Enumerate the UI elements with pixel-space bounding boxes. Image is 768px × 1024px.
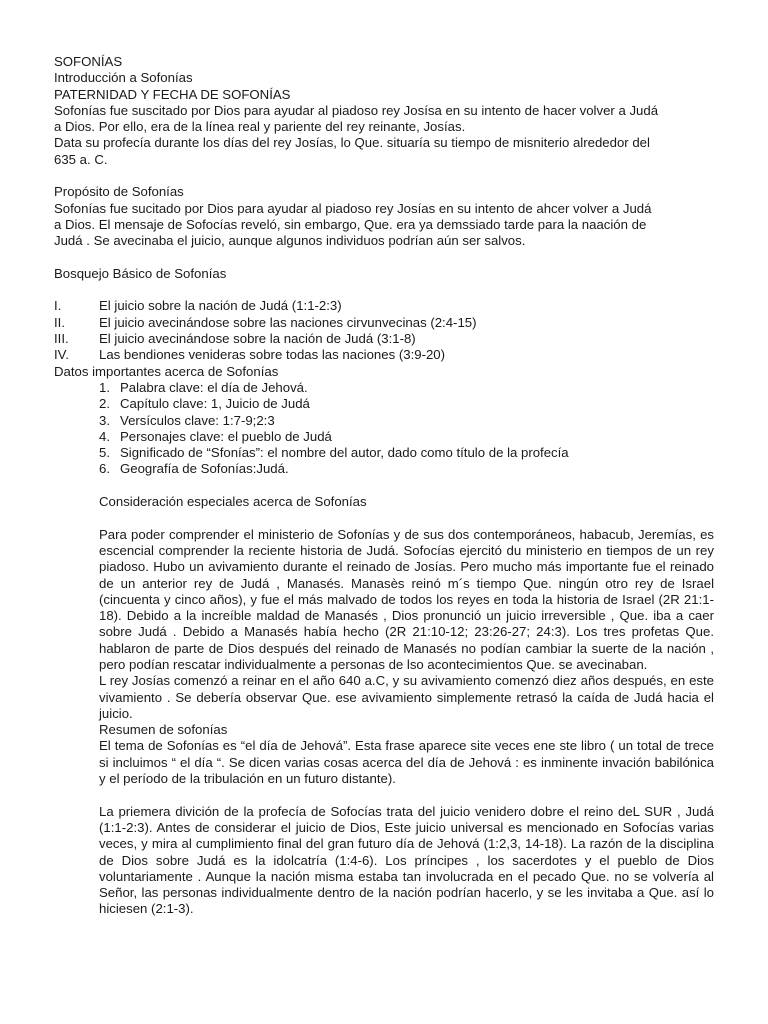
list-text: Capítulo clave: 1, Juicio de Judá [120, 396, 310, 412]
list-text: Palabra clave: el día de Jehová. [120, 379, 308, 395]
list-item [99, 396, 714, 412]
list-number: 6. [99, 461, 110, 477]
body-paragraph: El tema de Sofonías es “el día de Jehová”. Esta frase aparece site veces ene ste libro ( un total de trece si incluimos “ el día “. Se dicen varias cosas acerca del día de Jehová : es inminente invación babilónica y el período de la tribulación en un futuro distante). [99, 738, 714, 787]
paternidad-heading: PATERNIDAD Y FECHA DE SOFONÍAS [54, 86, 291, 102]
datos-list [54, 380, 714, 478]
bosquejo-heading: Bosquejo Básico de Sofonías [54, 265, 227, 281]
list-item [99, 429, 714, 445]
list-text: Geografía de Sofonías:Judá. [120, 461, 289, 477]
doc-title: SOFONÍAS [54, 54, 123, 69]
list-number: 1. [99, 379, 110, 395]
outline-number: III. [54, 331, 69, 347]
paragraph-line: Judá . Se avecinaba el juicio, aunque algunos individuos podrían aún ser salvos. [54, 233, 526, 249]
list-number: 3. [99, 412, 110, 428]
outline-item [54, 331, 714, 347]
paragraph-line: Data su profecía durante los días del rey Josías, lo Que. situaría su tiempo de misniterio alrededor del [54, 135, 650, 151]
list-number: 5. [99, 445, 110, 461]
paragraph-line: Sofonías fue sucitado por Dios para ayudar al piadoso rey Josías en su intento de ahcer volver a Judá [54, 200, 652, 216]
list-text: Versículos clave: 1:7-9;2:3 [120, 412, 275, 428]
outline-item [54, 298, 714, 314]
consideracion-heading: Consideración especiales acerca de Sofonías [99, 494, 367, 510]
list-item [99, 461, 714, 477]
resumen-heading: Resumen de sofonías [99, 722, 228, 738]
outline-text: El juicio avecinándose sobre las naciones cirvunvecinas (2:4-15) [99, 314, 477, 330]
intro-heading: Introducción a Sofonías [54, 70, 193, 86]
paragraph-line: 635 a. C. [54, 151, 108, 167]
list-number: 2. [99, 396, 110, 412]
outline-number: IV. [54, 347, 69, 363]
list-item [99, 413, 714, 429]
list-number: 4. [99, 428, 110, 444]
paragraph-line: a Dios. El mensaje de Sofocías reveló, sin embargo, Que. era ya demssiado tarde para la naación de [54, 216, 647, 232]
body-paragraph: La priemera divición de la profecía de Sofocías trata del juicio venidero dobre el reino deL SUR , Judá (1:1-2:3). Antes de considerar el juicio de Dios, Este juicio universal es mencionado en Sofocías varias veces, y mira al cumplimiento final del gran futuro día de Jehová (1:2,3, 14-18). La razón de la disciplina de Dios sobre Judá es la idolcatría (1:4-6). Los príncipes , los sacerdotes y el pueblo de Dios voluntariamente . Aunque la nación misma estaba tan involucrada en el pecado Que. no se volvería al Señor, las personas individualmente dentro de la nación podrían hacerlo, y se les invitaba a Que. así lo hiciesen (2:1-3). [99, 803, 714, 917]
body-paragraph: L rey Josías comenzó a reinar en el año 640 a.C, y su avivamiento comenzó diez años después, en este vivamiento . Se debería observar Que. ese avivamiento simplemente retrasó la caída de Judá hacia el juicio. [99, 673, 714, 721]
list-item [99, 445, 714, 461]
list-text: Significado de “Sfonías”: el nombre del autor, dado como título de la profecía [120, 445, 569, 461]
paragraph-line: Sofonías fue suscitado por Dios para ayudar al piadoso rey Josísa en su intento de hacer volver a Judá [54, 102, 659, 118]
list-item [99, 380, 714, 396]
outline-text: El juicio avecinándose sobre la nación de Judá (3:1-8) [99, 331, 416, 347]
outline-number: II. [54, 314, 65, 330]
outline-item [54, 315, 714, 331]
datos-heading: Datos importantes acerca de Sofonías [54, 363, 279, 379]
list-text: Personajes clave: el pueblo de Judá [120, 428, 332, 444]
outline-number: I. [54, 298, 62, 314]
paragraph-line: a Dios. Por ello, era de la línea real y pariente del rey reinante, Josías. [54, 119, 466, 135]
outline-text: El juicio sobre la nación de Judá (1:1-2:3) [99, 298, 342, 314]
body-paragraph: Para poder comprender el ministerio de Sofonías y de sus dos contemporáneos, habacub, Jeremías, es escencial comprender la reciente historia de Judá. Sofocías ejercitó du ministerio en tiempos de un rey piadoso. Hubo un avivamiento durante el reinado de Josías. Pero mucho más importante fue el reinado de un anterior rey de Judá , Manasés. Manasès reinó m´s tiempo Que. ningún otro rey de Israel (cincuenta y cinco años), y fue el más malvado de todos los reyes en toda la historia de Israel (2R 21:1-18). Debido a la increíble maldad de Manasés , Dios pronunció un juicio irreversible , Que. iba a caer sobre Judá . Debido a Manasés había hecho (2R 21:10-12; 23:26-27; 24:3). Los tres profetas Que. hablaron de parte de Dios después del reinado de Manasés no podían cambiar la suerte de la nación , pero podían rescatar individualmente a personas de lso acontecimientos Que. se avecinaban. [99, 526, 714, 672]
outline-item [54, 347, 714, 363]
proposito-heading: Propósito de Sofonías [54, 184, 184, 200]
outline-text: Las bendiones venideras sobre todas las naciones (3:9-20) [99, 347, 446, 363]
